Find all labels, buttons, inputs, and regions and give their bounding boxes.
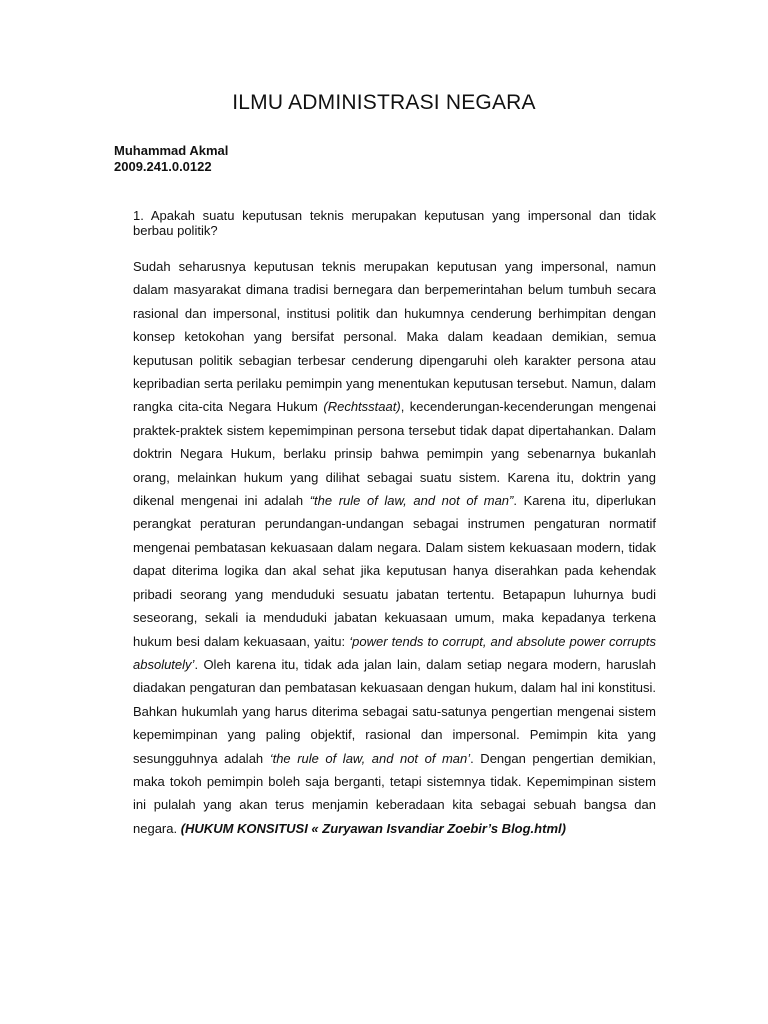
answer-text-part-5: . Dengan pengertian demikian, maka tokoh pemimpin boleh saja berganti, tetapi sistemnya tidak. Kepemimpinan sistem ini pulalah yang akan terus menjamin keberadaan kita sebagai sebuah bangsa dan negara. bbox=[133, 750, 657, 836]
answer-italic-rechtsstaat: (Rechtsstaat) bbox=[323, 399, 401, 415]
answer-italic-power-corrupts-quote: ‘power tends to corrupt, and absolute power corrupts absolutely’ bbox=[133, 633, 656, 672]
author-block bbox=[114, 143, 228, 175]
answer-text-part-4: . Oleh karena itu, tidak ada jalan lain, dalam setiap negara modern, haruslah diadakan pengaturan dan pembatasan kekuasaan dengan hukum, dalam hal ini konstitusi. Bahkan hukumlah yang harus diterima sebagai satu-satunya pengertian mengenai sistem kepemimpinan yang paling objektif, rasional dan impersonal. Pemimpin kita yang sesungguhnya adalah bbox=[133, 656, 656, 766]
answer-text-part-2: , kecenderungan-kecenderungan mengenai praktek-praktek sistem kepemimpinan persona tersebut tidak dapat dipertahankan. Dalam doktrin Negara Hukum, berlaku prinsip bahwa pemimpin yang sebenarnya bukanlah orang, melainkan hukum yang dilihat sebagai suatu sistem. Karena itu, doktrin yang dikenal mengenai ini adalah bbox=[133, 399, 656, 509]
question-text: 1. Apakah suatu keputusan teknis merupakan keputusan yang impersonal dan tidak berbau politik? bbox=[133, 208, 656, 238]
answer-italic-rule-of-law-quote: “the rule of law, and not of man” bbox=[309, 493, 514, 509]
document-title: ILMU ADMINISTRASI NEGARA bbox=[232, 91, 536, 114]
answer-paragraph bbox=[133, 255, 656, 840]
answer-text-part-1: Sudah seharusnya keputusan teknis merupakan keputusan yang impersonal, namun dalam masyarakat dimana tradisi bernegara dan berpemerintahan belum tumbuh secara rasional dan impersonal, institusi politik dan hukumnya cenderung berhimpitan dengan konsep ketokohan yang bersifat personal. Maka dalam keadaan demikian, semua keputusan politik sebagian terbesar cenderung dipengaruhi oleh karakter persona atau kepribadian serta perilaku pemimpin yang menentukan keputusan tersebut. Namun, dalam rangka cita-cita Negara Hukum bbox=[133, 259, 656, 415]
student-id: 2009.241.0.0122 bbox=[114, 159, 212, 174]
author-name: Muhammad Akmal bbox=[114, 143, 229, 158]
answer-text-part-3: . Karena itu, diperlukan perangkat peraturan perundangan-undangan sebagai instrumen pengaturan normatif mengenai pembatasan kekuasaan dalam negara. Dalam sistem kekuasaan modern, tidak dapat diterima logika dan akal sehat jika keputusan hanya diserahkan pada kehendak pribadi seorang yang menduduki sesuatu jabatan tertentu. Betapapun luhurnya budi seseorang, sekali ia menduduki jabatan kekuasaan umum, maka kepadanya terkena hukum besi dalam kekuasaan, yaitu: bbox=[133, 493, 656, 649]
answer-italic-rule-of-law-quote-2: ‘the rule of law, and not of man’ bbox=[269, 750, 471, 766]
answer-source-citation: (HUKUM KONSITUSI « Zuryawan Isvandiar Zoebir’s Blog.html) bbox=[180, 820, 566, 836]
